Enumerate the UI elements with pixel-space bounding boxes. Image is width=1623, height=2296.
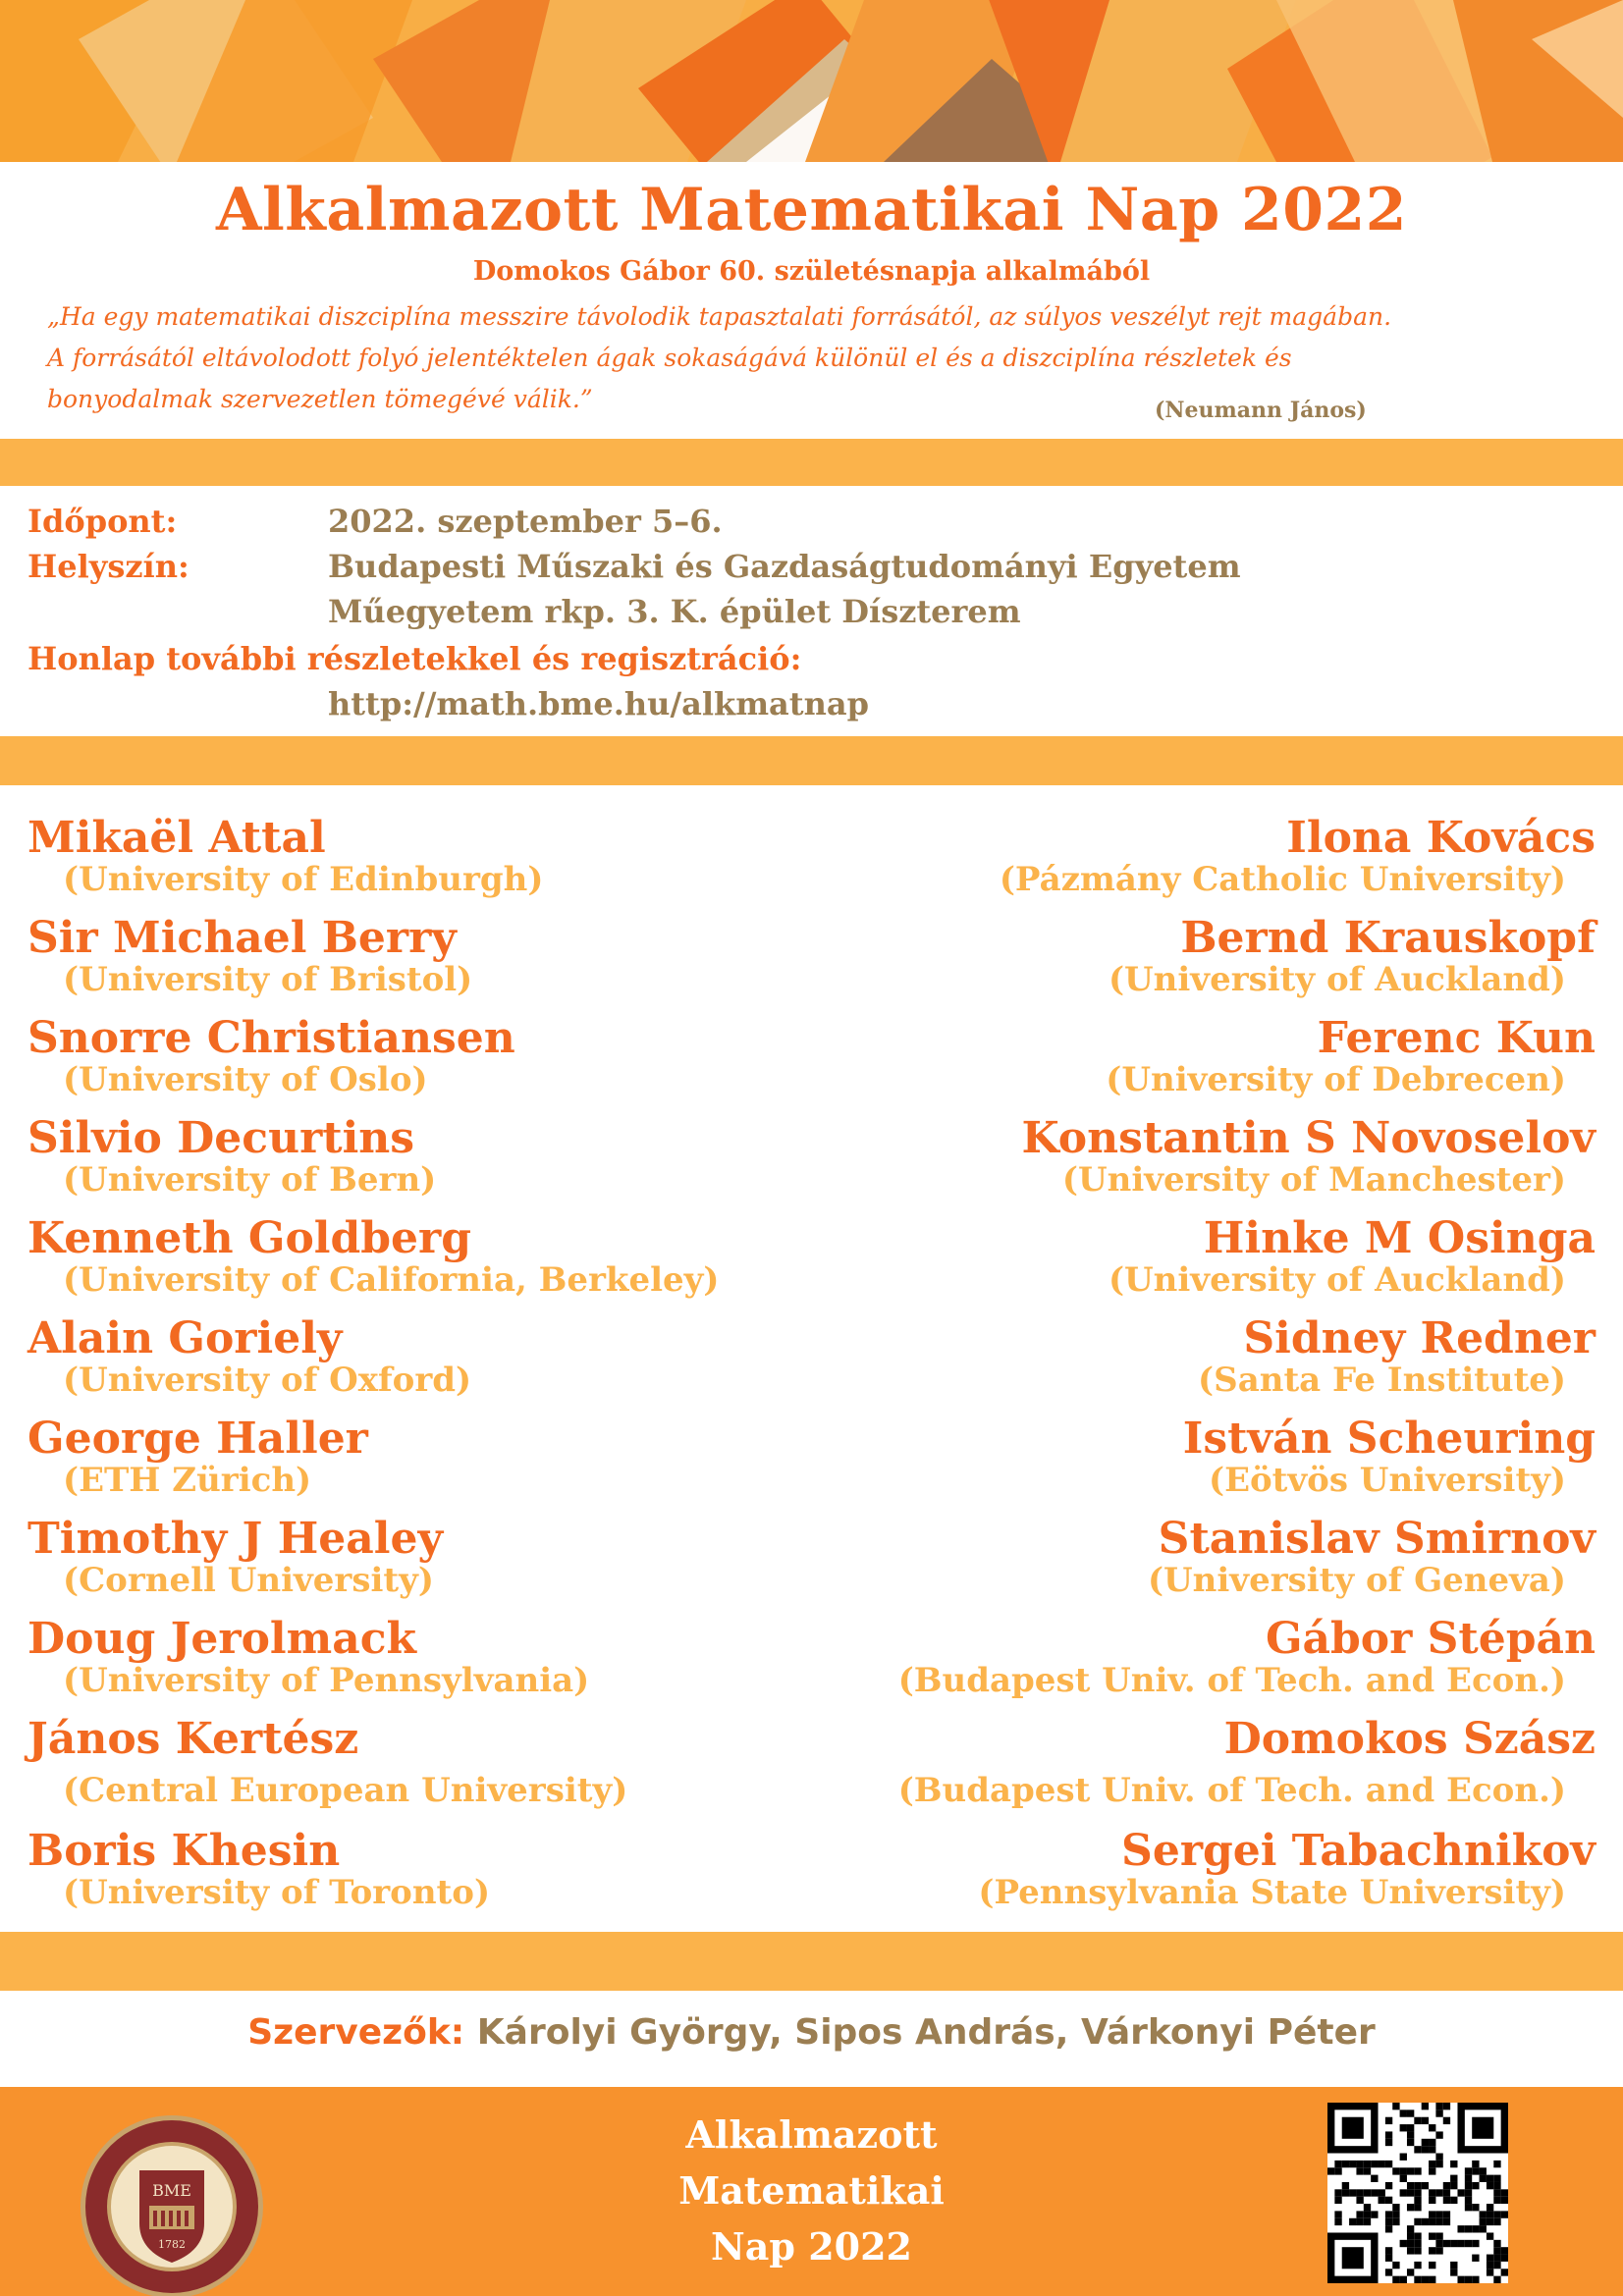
speaker-affiliation: (University of Pennsylvania)	[63, 1661, 590, 1700]
speaker-affiliation: (Santa Fe Institute)	[1198, 1361, 1566, 1400]
logo-text: BME	[152, 2181, 191, 2200]
speaker-name: Kenneth Goldberg	[27, 1213, 471, 1263]
speaker-affiliation: (University of Bern)	[63, 1160, 437, 1200]
speaker-name: Sir Michael Berry	[27, 913, 457, 963]
speaker-affiliation: (University of Toronto)	[63, 1873, 491, 1912]
speaker-affiliation: (Eötvös University)	[1209, 1461, 1566, 1500]
page-title: Alkalmazott Matematikai Nap 2022	[215, 176, 1408, 244]
speaker-affiliation: (University of California, Berkeley)	[63, 1260, 720, 1300]
footer-title-line: Matematikai	[678, 2168, 945, 2213]
speaker-name: Mikaël Attal	[27, 813, 326, 863]
speaker-name: Domokos Szász	[1223, 1714, 1596, 1764]
speaker-name: Ferenc Kun	[1317, 1013, 1596, 1063]
speaker-name: George Haller	[27, 1414, 368, 1464]
speaker-name: Sergei Tabachnikov	[1121, 1826, 1596, 1876]
speaker-affiliation: (University of Edinburgh)	[63, 860, 544, 899]
speaker-name: Silvio Decurtins	[27, 1113, 415, 1163]
speaker-name: Sidney Redner	[1243, 1313, 1596, 1363]
footer-title-line: Nap 2022	[711, 2224, 912, 2269]
speaker-affiliation: (University of Debrecen)	[1106, 1060, 1566, 1099]
footer-title-line: Alkalmazott	[685, 2112, 938, 2157]
website-label: Honlap további részletekkel és regisztráció:	[27, 640, 802, 677]
speaker-affiliation: (University of Oslo)	[63, 1060, 428, 1099]
organizers-label: Szervezők:	[247, 2012, 465, 2053]
speaker-affiliation: (Budapest Univ. of Tech. and Econ.)	[897, 1661, 1566, 1700]
date-label: Időpont:	[27, 503, 178, 540]
decorative-banner	[0, 0, 1623, 162]
venue-label: Helyszín:	[27, 548, 189, 585]
divider-band	[0, 736, 1623, 785]
speaker-affiliation: (University of Bristol)	[63, 960, 473, 999]
speaker-name: Bernd Krauskopf	[1180, 913, 1596, 963]
quote-line: „Ha egy matematikai diszciplína messzire távolodik tapasztalati forrásától, az súlyos veszélyt rejt magában.	[47, 302, 1392, 331]
speaker-affiliation: (University of Geneva)	[1147, 1561, 1566, 1600]
venue-line-1: Budapesti Műszaki és Gazdaságtudományi Egyetem	[328, 548, 1241, 585]
speaker-affiliation: (Budapest Univ. of Tech. and Econ.)	[897, 1771, 1566, 1810]
organizers	[0, 2012, 1623, 2053]
speaker-name: Ilona Kovács	[1286, 813, 1596, 863]
speaker-name: Stanislav Smirnov	[1158, 1514, 1596, 1564]
footer	[0, 2087, 1623, 2296]
speaker-affiliation: (Pennsylvania State University)	[978, 1873, 1566, 1912]
speaker-name: Alain Goriely	[27, 1313, 343, 1363]
date-value: 2022. szeptember 5–6.	[328, 503, 723, 540]
speaker-name: Gábor Stépán	[1265, 1614, 1596, 1664]
speaker-name: János Kertész	[27, 1714, 359, 1764]
speaker-affiliation: (Central European University)	[63, 1771, 628, 1810]
speaker-name: Hinke M Osinga	[1203, 1213, 1596, 1263]
title-block	[0, 162, 1623, 437]
logo-year: 1782	[158, 2238, 186, 2251]
speaker-affiliation: (Pázmány Catholic University)	[999, 860, 1566, 899]
speaker-name: Boris Khesin	[27, 1826, 341, 1876]
speaker-name: István Scheuring	[1182, 1414, 1596, 1464]
speaker-affiliation: (University of Auckland)	[1108, 960, 1566, 999]
speaker-name: Doug Jerolmack	[27, 1614, 416, 1664]
speaker-affiliation: (University of Oxford)	[63, 1361, 472, 1400]
divider-band	[0, 1932, 1623, 1991]
speaker-name: Timothy J Healey	[27, 1514, 444, 1564]
speaker-affiliation: (Cornell University)	[63, 1561, 434, 1600]
venue-line-2: Műegyetem rkp. 3. K. épület Díszterem	[328, 593, 1021, 630]
quote-line: A forrásától eltávolodott folyó jelentéktelen ágak sokaságává különül el és a diszciplína részletek és	[47, 344, 1292, 372]
divider-band	[0, 439, 1623, 486]
organizers-names: Károlyi György, Sipos András, Várkonyi Péter	[476, 2012, 1376, 2053]
speaker-name: Konstantin S Novoselov	[1021, 1113, 1596, 1163]
speaker-affiliation: (University of Manchester)	[1061, 1160, 1566, 1200]
quote-author: (Neumann János)	[1155, 398, 1367, 423]
speaker-affiliation: (University of Auckland)	[1108, 1260, 1566, 1300]
quote-line: bonyodalmak szervezetlen tömegévé válik.”	[47, 385, 593, 413]
qr-code[interactable]	[1327, 2103, 1508, 2283]
page-subtitle: Domokos Gábor 60. születésnapja alkalmából	[472, 256, 1151, 287]
website-link[interactable]: http://math.bme.hu/alkmatnap	[328, 685, 869, 722]
speaker-name: Snorre Christiansen	[27, 1013, 515, 1063]
speaker-affiliation: (ETH Zürich)	[63, 1461, 312, 1500]
